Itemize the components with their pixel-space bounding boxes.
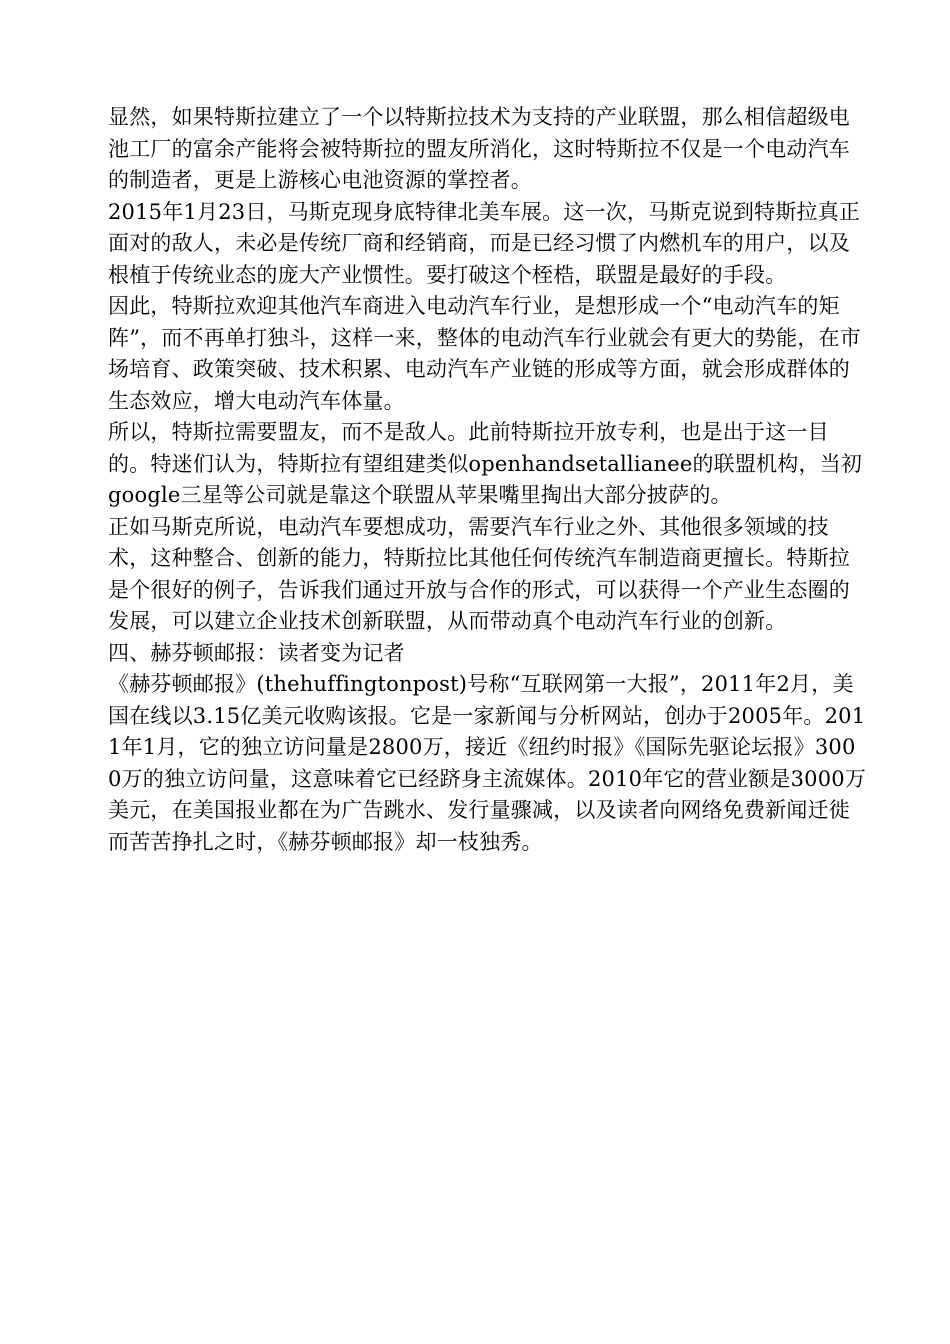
paragraph-ev-matrix: 因此，特斯拉欢迎其他汽车商进入电动汽车行业，是想形成一个“电动汽车的矩阵”，而不再单打独斗，这样一来，整体的电动汽车行业就会有更大的势能，在市场培育、政策突破、技术积累、电动汽车产业链的形成等方面，就会形成群体的生态效应，增大电动汽车体量。 xyxy=(108,294,861,413)
paragraph-allies-not-enemies: 所以，特斯拉需要盟友，而不是敌人。此前特斯拉开放专利，也是出于这一目的。特迷们认为，特斯拉有望组建类似openhandsetallianee的联盟机构，当初google三星等公司就是靠这个联盟从苹果嘴里掏出大部分披萨的。 xyxy=(108,420,863,507)
paragraph-detroit-auto-show: 2015年1月23日，马斯克现身底特律北美车展。这一次，马斯克说到特斯拉真正面对的敌人，未必是传统厂商和经销商，而是已经习惯了内燃机车的用户，以及根植于传统业态的庞大产业惯性。要打破这个桎梏，联盟是最好的手段。 xyxy=(108,199,861,287)
paragraph-industry-alliance: 显然，如果特斯拉建立了一个以特斯拉技术为支持的产业联盟，那么相信超级电池工厂的富余产能将会被特斯拉的盟友所消化，这时特斯拉不仅是一个电动汽车的制造者，更是上游核心电池资源的掌控者。 xyxy=(108,105,850,192)
document-body xyxy=(108,102,868,858)
paragraph-open-cooperation: 正如马斯克所说，电动汽车要想成功，需要汽车行业之外、其他很多领域的技术，这种整合、创新的能力，特斯拉比其他任何传统汽车制造商更擅长。特斯拉是个很好的例子，告诉我们通过开放与合作的形式，可以获得一个产业生态圈的发展，可以建立企业技术创新联盟，从而带动真个电动汽车行业的创新。 xyxy=(108,514,850,633)
section-heading-huffington-post: 四、赫芬顿邮报：读者变为记者 xyxy=(108,640,405,665)
paragraph-huffington-post: 《赫芬顿邮报》(thehuffingtonpost)号称“互联网第一大报”，2011年2月，美国在线以3.15亿美元收购该报。它是一家新闻与分析网站，创办于2005年。2011年1月，它的独立访问量是2800万，接近《纽约时报》《国际先驱论坛报》3000万的独立访问量，这意味着它已经跻身主流媒体。2010年它的营业额是3000万美元，在美国报业都在为广告跳水、发行量骤减，以及读者向网络免费新闻迁徙而苦苦挣扎之时，《赫芬顿邮报》却一枝独秀。 xyxy=(108,672,867,854)
